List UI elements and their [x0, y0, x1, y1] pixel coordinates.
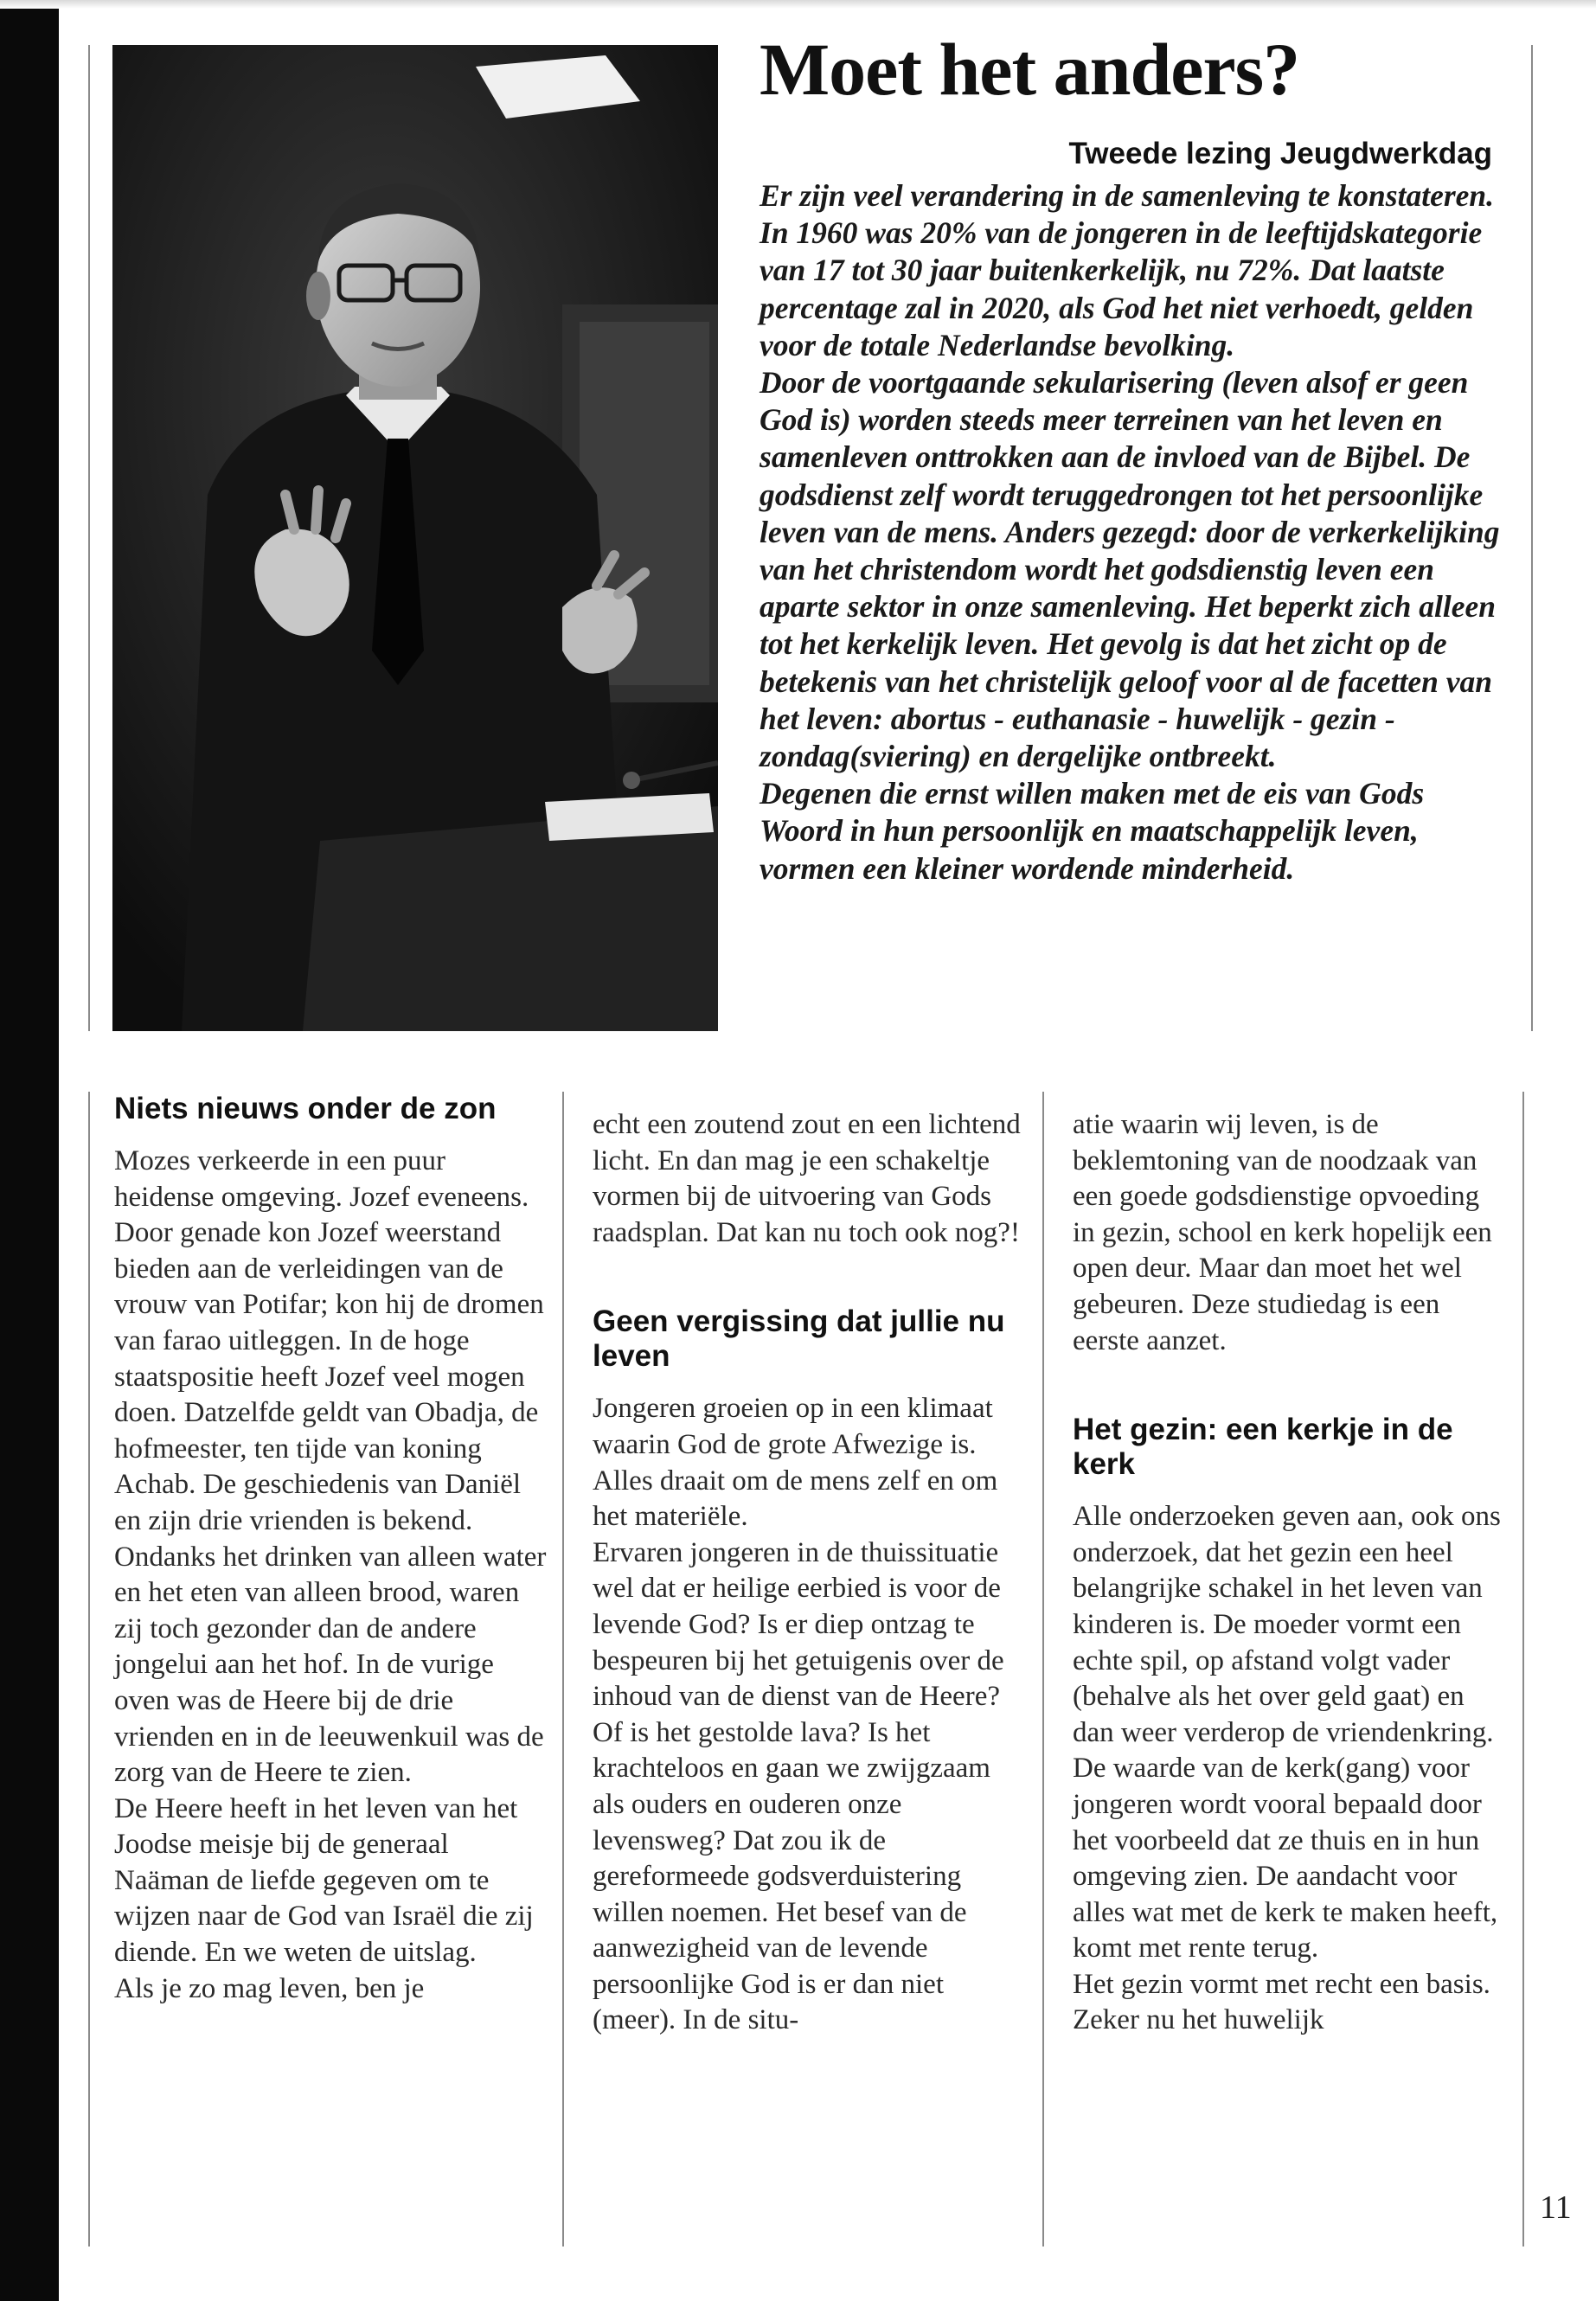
body-paragraph: Ervaren jongeren in de thuissituatie wel dat er heilige eerbied is voor de levende God? Is er diep ontzag te bespeuren bij het getuigenis over de inhoud van de dienst van de Heere? Of is het gestolde lava? Is het krachteloos en gaan we zwijgzaam als ouders en ouderen onze levensweg? Dat zou ik de gereformeede godsverduistering willen noemen. Het besef van de aanwezigheid van de levende persoonlijke God is er dan niet (meer). In de situ- — [593, 1536, 1004, 2036]
article-intro — [760, 177, 1512, 888]
body-paragraph: Het gezin vormt met recht een basis. Zeker nu het huwelijk — [1073, 1968, 1490, 2036]
scan-shadow — [0, 0, 1596, 9]
body-paragraph: Mozes verkeerde in een puur heidense omgeving. Jozef eveneens. Door genade kon Jozef weerstand bieden aan de verleidingen van de vrouw van Potifar; kon hij de dromen van farao uitleggen. In de hoge staatspositie heeft Jozef veel mogen doen. Datzelfde geldt van Obadja, de hofmeester, ten tijde van koning Achab. De geschiedenis van Daniël en zijn drie vrienden is bekend. Ondanks het drinken van alleen water en het eten van alleen brood, waren zij toch gezonder dan de andere jongelui aan het hof. In de vurige oven was de Heere bij de drie vrienden en in de leeuwenkuil was de zorg van de Heere te zien. — [114, 1145, 547, 1789]
body-paragraph: Als je zo mag leven, ben je — [114, 1972, 425, 2004]
body-paragraph: atie waarin wij leven, is de beklemtoning van de noodzaak van een goede godsdienstige opvoeding in gezin, school en kerk hopelijk een open deur. Maar dan moet het wel gebeuren. Deze studiedag is een eerste aanzet. — [1073, 1109, 1492, 1356]
intro-paragraph: Er zijn veel verandering in de samenleving te konstateren. In 1960 was 20% van de jongeren in de leeftijdskategorie van 17 tot 30 jaar buitenkerkelijk, nu 72%. Dat laatste percentage zal in 2020, als God het niet verhoedt, gelden voor de totale Nederlandse bevolking. — [760, 178, 1495, 362]
section-heading: Niets nieuws onder de zon — [114, 1092, 497, 1125]
body-paragraph: De Heere heeft in het leven van het Joodse meisje bij de generaal Naäman de liefde gegeven om te wijzen naar de God van Israël die zij diende. En we weten de uitslag. — [114, 1792, 534, 1969]
body-column-1 — [114, 1092, 547, 2007]
top-rule-left — [88, 45, 90, 1031]
scan-edge — [0, 0, 59, 2301]
article-subhead: Tweede lezing Jeugdwerkdag — [1068, 137, 1492, 170]
page-number: 11 — [1540, 2189, 1572, 2226]
intro-paragraph: Degenen die ernst willen maken met de eis van Gods Woord in hun persoonlijk en maatschappelijk leven, vormen een kleiner wordende minderheid. — [760, 776, 1425, 886]
section-heading: Geen vergissing dat jullie nu leven — [593, 1304, 1005, 1374]
section-heading: Het gezin: een kerkje in de kerk — [1073, 1413, 1453, 1482]
body-paragraph: echt een zoutend zout en een lichtend licht. En dan mag je een schakeltje vormen bij de uitvoering van Gods raadsplan. Dat kan nu toch ook nog?! — [593, 1109, 1021, 1248]
speaker-photo — [112, 45, 718, 1031]
speaker-illustration — [112, 45, 718, 1031]
top-rule-right — [1531, 45, 1533, 1031]
article-headline: Moet het anders? — [760, 28, 1300, 111]
intro-paragraph: Door de voortgaande sekularisering (leven alsof er geen God is) worden steeds meer terreinen van het leven en samenleven onttrokken aan de invloed van de Bijbel. De godsdienst zelf wordt teruggedrongen tot het persoonlijke leven van de mens. Anders gezegd: door de verkerkelijking van het christendom wordt het godsdienstig leven een aparte sektor in onze samenleving. Het beperkt zich alleen tot het kerkelijk leven. Het gevolg is dat het zicht op de betekenis van het christelijk geloof voor al de facetten van het leven: abortus - euthanasie - huwelijk - gezin - zondag(sviering) en dergelijke ontbreekt. — [760, 365, 1500, 774]
body-column-3 — [1073, 1107, 1505, 2039]
body-paragraph: De waarde van de kerk(gang) voor jongeren wordt vooral bepaald door het voorbeeld dat ze thuis en in hun omgeving zien. De aandacht voor alles wat met de kerk te maken heeft, komt met rente terug. — [1073, 1753, 1498, 1965]
col-rule-1 — [88, 1092, 90, 2247]
col-rule-2 — [562, 1092, 564, 2247]
col-rule-3 — [1042, 1092, 1044, 2247]
body-column-2 — [593, 1107, 1025, 2039]
body-paragraph: Alle onderzoeken geven aan, ook ons onderzoek, dat het gezin een heel belangrijke schakel in het leven van kinderen is. De moeder vormt een echte spil, op afstand volgt vader (behalve als het over geld gaat) en dan weer verderop de vriendenkring. — [1073, 1501, 1501, 1748]
body-paragraph: Jongeren groeien op in een klimaat waarin God de grote Afwezige is. Alles draait om de mens zelf en om het materiële. — [593, 1393, 998, 1533]
col-rule-4 — [1522, 1092, 1524, 2247]
